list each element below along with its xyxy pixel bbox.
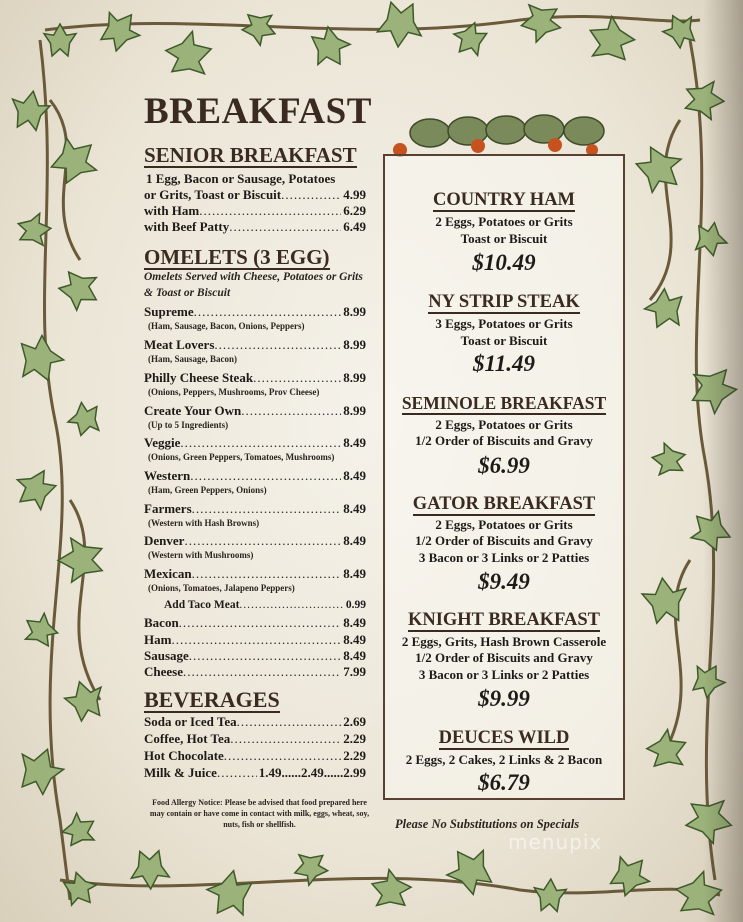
ivy-leaf bbox=[11, 331, 68, 388]
omelet-item: Supreme ..... 8.99 bbox=[144, 304, 366, 320]
addon-item: Sausage ..... 8.49 bbox=[144, 648, 366, 664]
ivy-leaf bbox=[533, 878, 567, 912]
special-price: $9.99 bbox=[478, 686, 530, 711]
no-substitutions-note: Please No Substitutions on Specials bbox=[395, 817, 580, 831]
omelet-ingredients: (Ham, Green Peppers, Onions) bbox=[148, 485, 267, 495]
ivy-leaf bbox=[65, 400, 104, 439]
omelet-ingredients: (Ham, Sausage, Bacon, Onions, Peppers) bbox=[148, 321, 305, 331]
special-detail: 2 Eggs, Potatoes or Grits bbox=[435, 417, 573, 432]
special-name: GATOR BREAKFAST bbox=[412, 494, 596, 514]
ivy-leaf bbox=[650, 442, 687, 479]
omelet-item: Philly Cheese Steak ..... 8.99 bbox=[144, 370, 366, 386]
omelet-item: Meat Lovers ..... 8.99 bbox=[144, 337, 366, 353]
ivy-leaf bbox=[603, 848, 657, 902]
omelet-item: Veggie ..... 8.49 bbox=[144, 435, 366, 451]
omelet-ingredients: (Western with Hash Browns) bbox=[148, 518, 260, 528]
menu-title: BREAKFAST bbox=[144, 91, 372, 132]
ivy-leaf bbox=[629, 139, 691, 201]
senior-breakfast-description: 1 Egg, Bacon or Sausage, Potatoes bbox=[146, 171, 336, 186]
ivy-leaf bbox=[163, 28, 217, 82]
ivy-leaf bbox=[658, 8, 701, 51]
omelet-item: Denver ..... 8.49 bbox=[144, 533, 366, 549]
ivy-leaf bbox=[643, 725, 693, 775]
special-price: $6.79 bbox=[478, 770, 530, 795]
ivy-leaf bbox=[93, 3, 146, 56]
special-detail: 3 Bacon or 3 Links or 2 Patties bbox=[418, 667, 590, 682]
ivy-leaf bbox=[366, 866, 414, 914]
ivy-leaf bbox=[640, 575, 689, 624]
special-name: NY STRIP STEAK bbox=[428, 292, 580, 312]
page-shadow bbox=[703, 0, 743, 922]
omelet-ingredients: (Onions, Green Peppers, Tomatoes, Mushrooms) bbox=[148, 452, 335, 462]
ivy-leaf bbox=[376, 1, 424, 49]
ivy-leaf bbox=[130, 850, 169, 889]
special-detail: 2 Eggs, Potatoes or Grits bbox=[435, 517, 573, 532]
addon-item: Ham ..... 8.49 bbox=[144, 632, 366, 648]
special-detail: 2 Eggs, Grits, Hash Brown Casserole bbox=[401, 634, 607, 649]
addon-item: Bacon ..... 8.49 bbox=[144, 615, 366, 631]
omelet-ingredients: (Ham, Sausage, Bacon) bbox=[148, 354, 238, 364]
food-allergy-notice: Food Allergy Notice: Please be advised that food prepared here may contain or have come in contact with milk, eggs, wheat, soy, nuts, fish or shellfish. bbox=[149, 798, 370, 829]
ivy-leaf bbox=[199, 864, 260, 922]
special-detail: 2 Eggs, 2 Cakes, 2 Links & 2 Bacon bbox=[405, 752, 603, 767]
omelet-ingredients: (Onions, Tomatoes, Jalapeno Peppers) bbox=[148, 583, 295, 593]
senior-breakfast-heading: SENIOR BREAKFAST bbox=[144, 143, 357, 167]
addon-item: Cheese ..... 7.99 bbox=[144, 664, 366, 680]
omelets-heading: OMELETS (3 EGG) bbox=[144, 245, 330, 269]
addon-item: Add Taco Meat ..... 0.99 bbox=[164, 599, 366, 611]
omelet-ingredients: (Up to 5 Ingredients) bbox=[148, 420, 229, 430]
omelet-ingredients: (Onions, Peppers, Mushrooms, Prov Cheese) bbox=[148, 387, 320, 397]
special-name: SEMINOLE BREAKFAST bbox=[401, 393, 607, 413]
special-detail: 1/2 Order of Biscuits and Gravy bbox=[415, 533, 593, 548]
omelet-item: Western ..... 8.49 bbox=[144, 468, 366, 484]
senior-item: or Grits, Toast or Biscuit ..... 4.99 bbox=[144, 187, 366, 203]
omelet-item: Farmers ..... 8.49 bbox=[144, 501, 366, 517]
special-name: COUNTRY HAM bbox=[432, 190, 576, 210]
special-price: $6.99 bbox=[478, 453, 530, 478]
omelet-item: Create Your Own ..... 8.99 bbox=[144, 403, 366, 419]
special-detail: 1/2 Order of Biscuits and Gravy bbox=[415, 650, 593, 665]
ivy-leaf bbox=[57, 867, 102, 912]
omelet-item: Mexican ..... 8.49 bbox=[144, 566, 366, 582]
special-price: $10.49 bbox=[472, 250, 536, 275]
special-price: $11.49 bbox=[473, 351, 535, 376]
ivy-leaf bbox=[640, 285, 690, 335]
ivy-leaf bbox=[12, 742, 68, 798]
beverage-item: Coffee, Hot Tea ..... 2.29 bbox=[144, 731, 366, 747]
beverage-item: Milk & Juice ..... 1.49......2.49......2.99 bbox=[144, 765, 366, 781]
ivy-leaf bbox=[44, 129, 106, 191]
senior-item: with Ham ..... 6.29 bbox=[144, 203, 366, 219]
beverage-item: Hot Chocolate ..... 2.29 bbox=[144, 748, 366, 764]
special-detail: 1/2 Order of Biscuits and Gravy bbox=[415, 433, 593, 448]
vegetable-ornament bbox=[393, 115, 604, 157]
special-name: DEUCES WILD bbox=[438, 728, 570, 748]
special-detail: 2 Eggs, Potatoes or Grits bbox=[435, 214, 573, 229]
special-detail: 3 Eggs, Potatoes or Grits bbox=[435, 316, 573, 331]
omelet-ingredients: (Western with Mushrooms) bbox=[148, 550, 254, 560]
ivy-leaf bbox=[61, 676, 108, 723]
special-name: KNIGHT BREAKFAST bbox=[407, 610, 601, 630]
special-detail: Toast or Biscuit bbox=[460, 231, 548, 246]
beverage-item: Soda or Iced Tea ..... 2.69 bbox=[144, 714, 366, 730]
special-detail: Toast or Biscuit bbox=[460, 333, 548, 348]
beverages-heading: BEVERAGES bbox=[144, 687, 280, 712]
special-price: $9.49 bbox=[478, 569, 530, 594]
ivy-leaf bbox=[518, 0, 563, 44]
ivy-leaf bbox=[439, 839, 500, 900]
menupix-watermark: menupix bbox=[508, 830, 603, 854]
special-detail: 3 Bacon or 3 Links or 2 Patties bbox=[418, 550, 590, 565]
ivy-leaf bbox=[58, 538, 103, 583]
ivy-leaf bbox=[8, 463, 61, 516]
senior-item: with Beef Patty ..... 6.49 bbox=[144, 219, 366, 235]
ivy-leaf bbox=[54, 264, 106, 316]
specials-box bbox=[383, 154, 625, 800]
omelets-description: Omelets Served with Cheese, Potatoes or Grits & Toast or Biscuit bbox=[144, 271, 363, 299]
